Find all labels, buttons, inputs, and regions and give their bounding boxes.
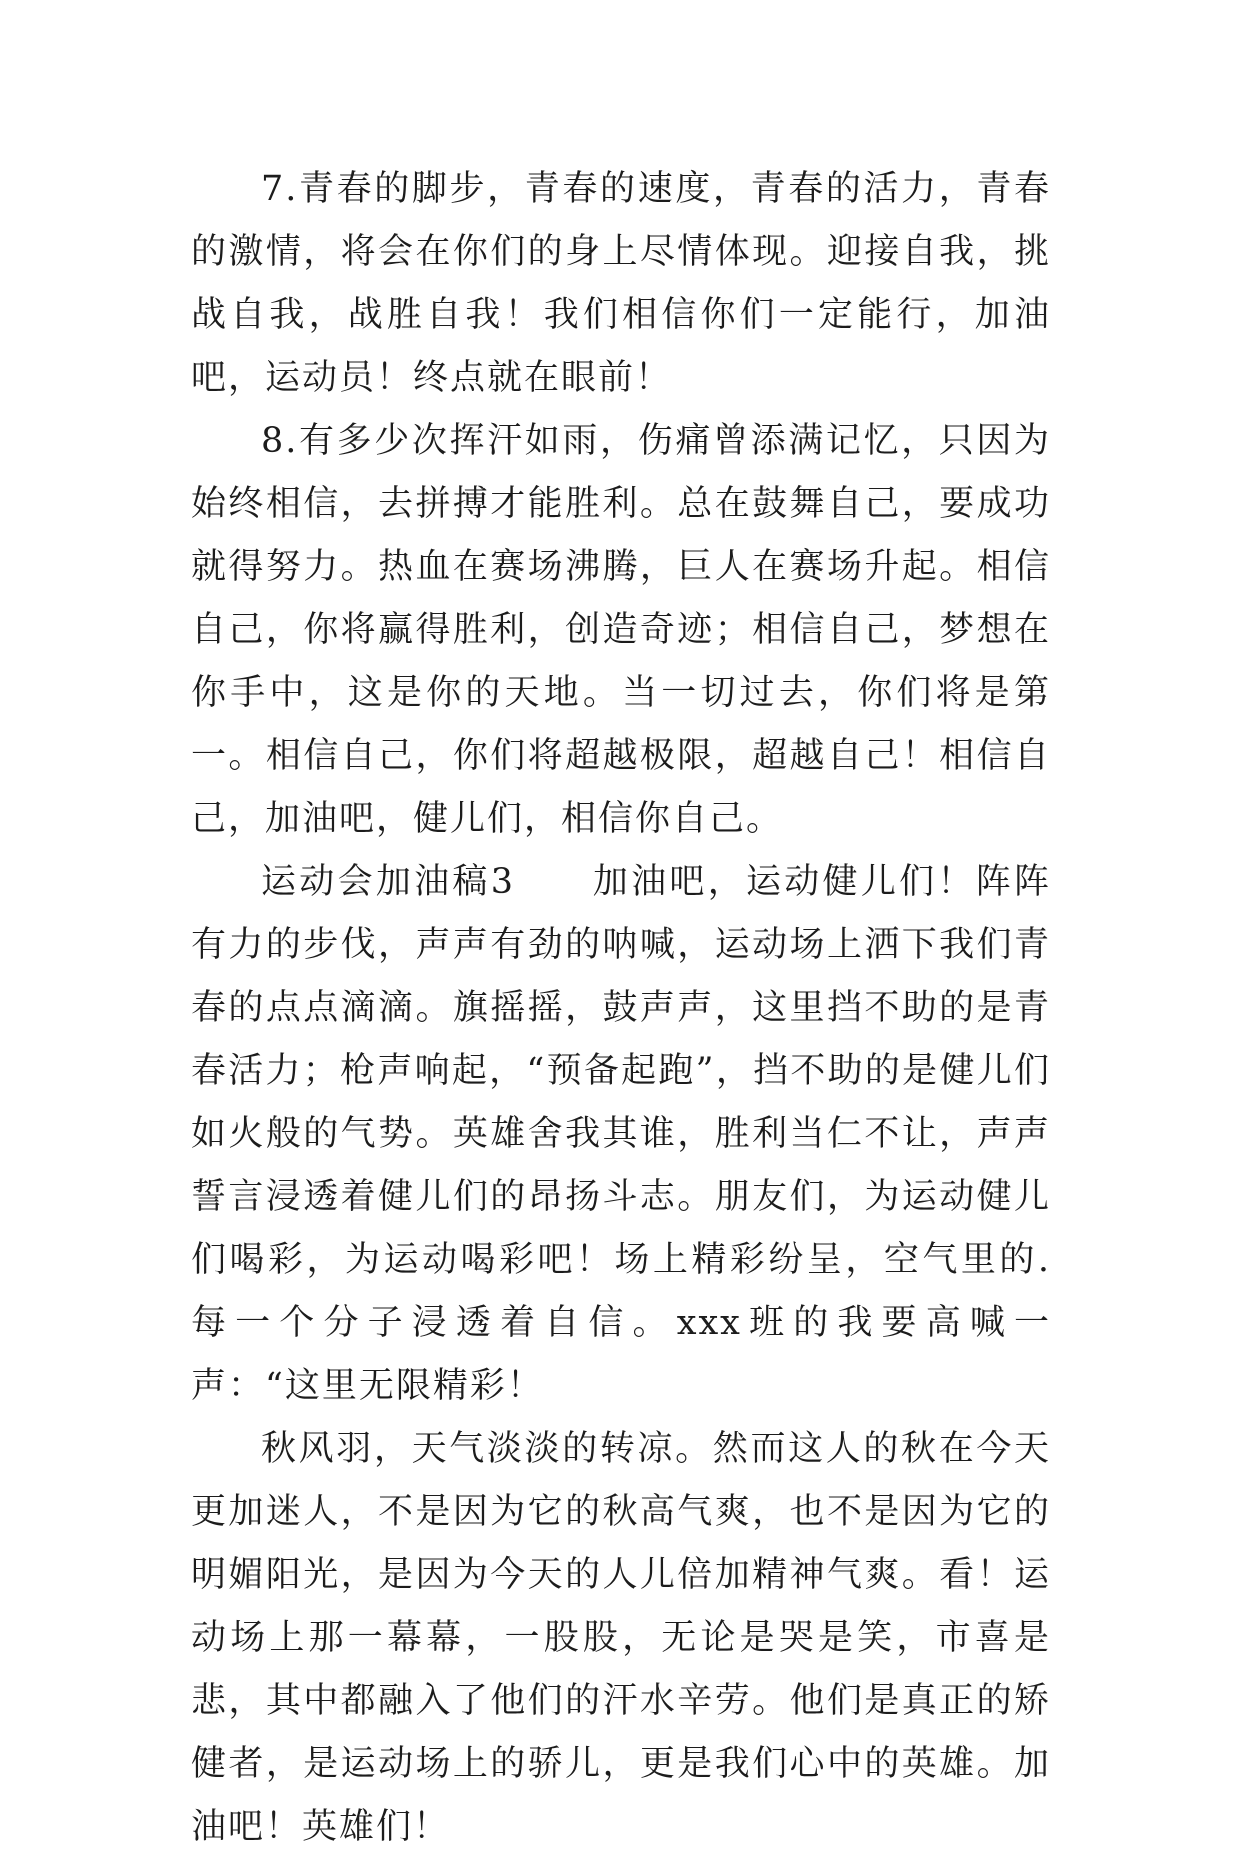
paragraph-7: 7.青春的脚步，青春的速度，青春的活力，青春的激情，将会在你们的身上尽情体现。迎接自我，挑战自我，战胜自我！我们相信你们一定能行，加油吧，运动员！终点就在眼前！ xyxy=(191,169,1051,398)
paragraph-8: 8.有多少次挥汗如雨，伤痛曾添满记忆，只因为始终相信，去拼搏才能胜利。总在鼓舞自己，要成功就得努力。热血在赛场沸腾，巨人在赛场升起。相信自己，你将赢得胜利，创造奇迹；相信自己，梦想在你手中，这是你的天地。当一切过去，你们将是第一。相信自己，你们将超越极限，超越自己！相信自己，加油吧，健儿们，相信你自己。 xyxy=(191,421,1051,839)
document-body xyxy=(191,158,1051,1859)
paragraph-cheer-3: 运动会加油稿3 加油吧，运动健儿们！阵阵有力的步伐，声声有劲的呐喊，运动场上洒下我们青春的点点滴滴。旗摇摇，鼓声声，这里挡不助的是青春活力；枪声响起，“预备起跑”，挡不助的是健儿们如火般的气势。英雄舍我其谁，胜利当仁不让，声声誓言浸透着健儿们的昂扬斗志。朋友们，为运动健儿们喝彩，为运动喝彩吧！场上精彩纷呈，空气里的.每一个分子浸透着自信。xxx班的我要高喊一声：“这里无限精彩！ xyxy=(191,862,1051,1406)
paragraph-autumn: 秋风羽，天气淡淡的转凉。然而这人的秋在今天更加迷人，不是因为它的秋高气爽，也不是因为它的明媚阳光，是因为今天的人儿倍加精神气爽。看！运动场上那一幕幕，一股股，无论是哭是笑，市喜是悲，其中都融入了他们的汗水辛劳。他们是真正的矫健者，是运动场上的骄儿，更是我们心中的英雄。加油吧！英雄们！ xyxy=(191,1429,1051,1847)
